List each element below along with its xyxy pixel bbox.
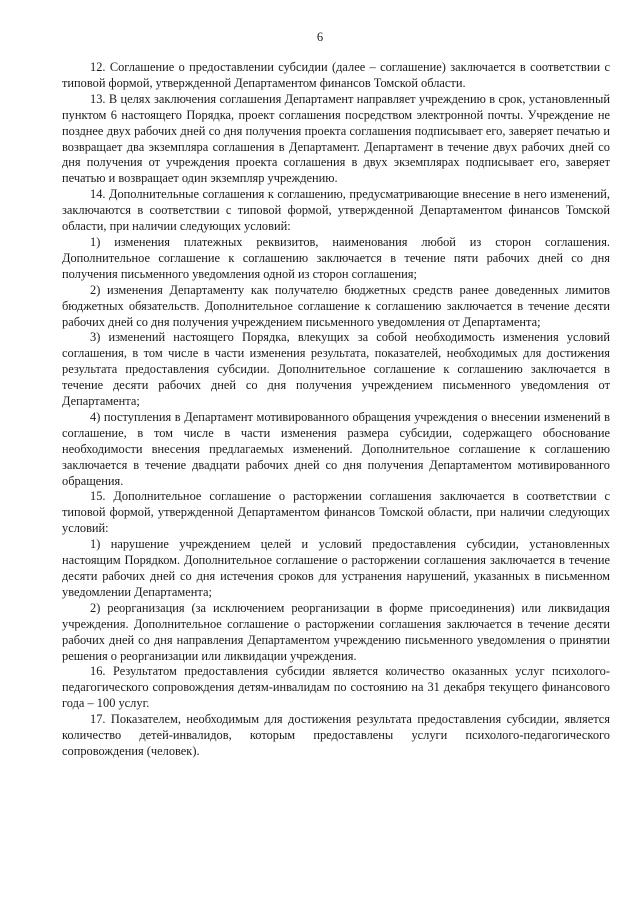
document-body <box>62 60 610 760</box>
paragraph-13: 13. В целях заключения соглашения Департамент направляет учреждению в срок, установленный пунктом 6 настоящего Порядка, проект соглашения посредством электронной почты. Учреждение не позднее двух рабочих дней со дня получения проекта соглашения подписывает его, заверяет печатью и возвращает два экземпляра соглашения в Департамент. Департамент в течение двух рабочих дней со дня получения от учреждения проекта соглашения в двух экземплярах подписывает его, заверяет печатью и возвращает один экземпляр учреждению. <box>62 91 610 186</box>
paragraph-15: 15. Дополнительное соглашение о расторжении соглашения заключается в соответствии с типовой формой, утвержденной Департаментом финансов Томской области, при наличии следующих условий: <box>62 489 610 536</box>
paragraph-16: 16. Результатом предоставления субсидии является количество оказанных услуг психолого-педагогического сопровождения детям-инвалидам по состоянию на 31 декабря текущего финансового года – 100 услуг. <box>62 664 610 711</box>
paragraph-14-item-2: 2) изменения Департаменту как получателю бюджетных средств ранее доведенных лимитов бюджетных обязательств. Дополнительное соглашение к соглашению заключается в течение десяти рабочих дней со дня получения учреждением письменного уведомления от Департамента; <box>62 282 610 329</box>
paragraph-15-item-2: 2) реорганизация (за исключением реорганизации в форме присоединения) или ликвидация учреждения. Дополнительное соглашение о расторжении соглашения заключается в течение десяти рабочих дней со дня направления Департаментом учреждению письменного уведомления о принятии решения о реорганизации или ликвидации учреждения. <box>62 600 610 663</box>
paragraph-14: 14. Дополнительные соглашения к соглашению, предусматривающие внесение в него изменений, заключаются в соответствии с типовой формой, утвержденной Департаментом финансов Томской области, при наличии следующих условий: <box>62 187 610 234</box>
paragraph-15-item-1: 1) нарушение учреждением целей и условий предоставления субсидии, установленных настоящим Порядком. Дополнительное соглашение о расторжении соглашения заключается в течение десяти рабочих дней со дня истечения сроков для устранения нарушений, указанных в письменном уведомлении Департамента; <box>62 537 610 599</box>
paragraph-14-item-1: 1) изменения платежных реквизитов, наименования любой из сторон соглашения. Дополнительное соглашение к соглашению заключается в течение пяти рабочих дней со дня получения письменного уведомления одной из сторон соглашения; <box>62 234 610 281</box>
paragraph-14-item-4: 4) поступления в Департамент мотивированного обращения учреждения о внесении изменений в соглашение, в том числе в части изменения размера субсидии, содержащего обоснование необходимости внесения предлагаемых изменений. Дополнительное соглашение к соглашению заключается в течение двадцати рабочих дней со дня получения Департаментом мотивированного обращения. <box>62 409 610 488</box>
paragraph-17: 17. Показателем, необходимым для достижения результата предоставления субсидии, является количество детей-инвалидов, которым предоставлены услуги психолого-педагогического сопровождения (человек). <box>62 712 610 758</box>
paragraph-12: 12. Соглашение о предоставлении субсидии (далее – соглашение) заключается в соответствии с типовой формой, утвержденной Департаментом финансов Томской области. <box>62 60 610 90</box>
page-number: 6 <box>316 30 324 44</box>
paragraph-14-item-3: 3) изменений настоящего Порядка, влекущих за собой необходимость изменения условий соглашения, в том числе в части изменения результата, показателей, необходимых для достижения результата предоставления субсидии. Дополнительное соглашение к соглашению заключается в течение десяти рабочих дней со дня получения учреждением письменного уведомления от Департамента; <box>62 330 610 409</box>
